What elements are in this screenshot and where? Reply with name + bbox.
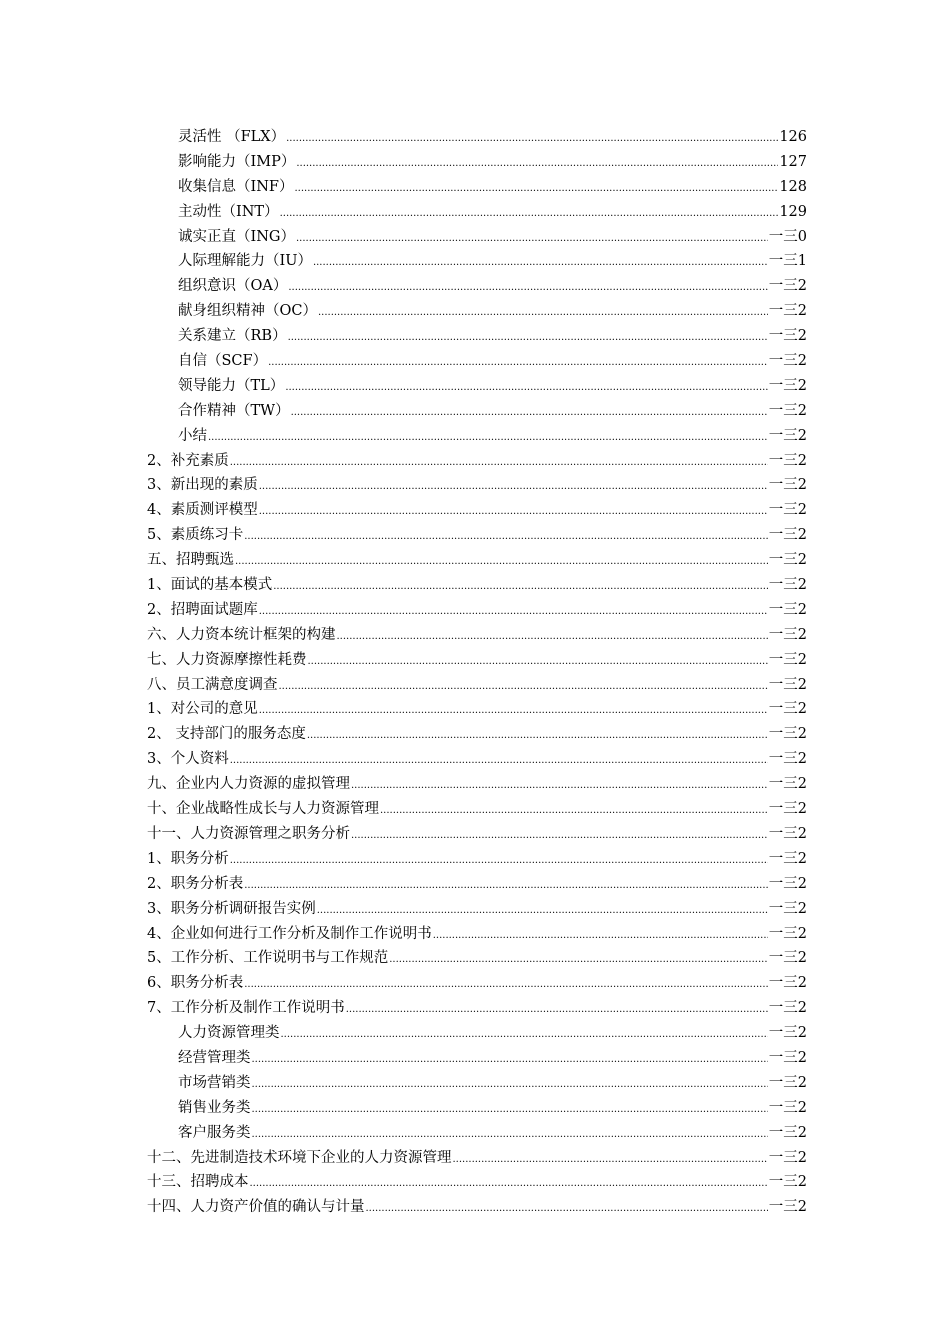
dot-leader: [252, 1050, 768, 1066]
dot-leader: [259, 502, 768, 518]
toc-entry-page-number: 一三2: [768, 900, 807, 917]
toc-entry-page-number: 一三2: [768, 701, 807, 718]
toc-entry-title: 灵活性 （FLX）: [178, 129, 286, 145]
toc-entry-page-number: 一三2: [768, 353, 807, 370]
dot-leader: [281, 1025, 768, 1041]
toc-entry-title: 七、人力资源摩擦性耗费: [147, 651, 307, 668]
toc-entry[interactable]: [147, 648, 807, 673]
toc-entry-page-number: 一三2: [768, 1049, 807, 1066]
toc-entry[interactable]: [147, 1146, 807, 1171]
dot-leader: [285, 378, 767, 394]
toc-entry-title: 市场营销类: [178, 1074, 251, 1091]
dot-leader: [244, 876, 768, 892]
toc-entry[interactable]: [147, 897, 807, 922]
toc-entry[interactable]: [147, 374, 807, 399]
toc-entry[interactable]: [147, 473, 807, 498]
dot-leader: [252, 1100, 768, 1116]
toc-entry-title: 十一、人力资源管理之职务分析: [147, 825, 350, 842]
dot-leader: [279, 677, 768, 693]
toc-entry[interactable]: [147, 225, 807, 250]
toc-entry-page-number: 一三2: [768, 850, 807, 867]
toc-entry[interactable]: [147, 424, 807, 449]
toc-entry[interactable]: [147, 324, 807, 349]
toc-entry-page-number: 一三2: [768, 577, 807, 594]
toc-entry-title: 影响能力（IMP）: [178, 153, 296, 170]
dot-leader: [235, 552, 768, 568]
toc-entry-page-number: 一三2: [768, 676, 807, 693]
toc-entry[interactable]: [147, 1021, 807, 1046]
dot-leader: [317, 901, 768, 917]
dot-leader: [366, 1199, 768, 1215]
table-of-contents: [147, 125, 807, 1220]
toc-entry-page-number: 一三2: [768, 925, 807, 942]
toc-entry-title: 领导能力（TL）: [178, 377, 285, 394]
toc-entry[interactable]: [147, 946, 807, 971]
dot-leader: [380, 801, 768, 817]
toc-entry-title: 2、职务分析表: [147, 875, 244, 892]
toc-entry-page-number: 一三2: [768, 303, 807, 320]
toc-entry-title: 关系建立（RB）: [178, 328, 287, 345]
toc-entry[interactable]: [147, 1121, 807, 1146]
toc-entry-title: 2、补充素质: [147, 452, 229, 469]
toc-entry-title: 5、素质练习卡: [147, 527, 244, 544]
dot-leader: [252, 1075, 768, 1091]
toc-entry-title: 人力资源管理类: [178, 1025, 280, 1042]
toc-entry-title: 1、面试的基本模式: [147, 577, 273, 594]
dot-leader: [259, 602, 768, 618]
toc-entry-page-number: 一三2: [768, 776, 807, 793]
toc-entry-title: 五、招聘甄选: [147, 552, 234, 569]
toc-entry-title: 4、企业如何进行工作分析及制作工作说明书: [147, 925, 432, 942]
toc-entry-page-number: 一三2: [768, 402, 807, 419]
dot-leader: [288, 328, 768, 344]
dot-leader: [389, 950, 768, 966]
toc-entry[interactable]: [147, 872, 807, 897]
toc-entry[interactable]: [147, 996, 807, 1021]
toc-entry-page-number: 128: [779, 178, 807, 195]
toc-entry-title: 3、职务分析调研报告实例: [147, 900, 316, 917]
toc-entry-page-number: 一三2: [768, 1000, 807, 1017]
toc-entry-page-number: 一三0: [768, 228, 807, 245]
dot-leader: [296, 154, 778, 170]
toc-entry-title: 7、工作分析及制作工作说明书: [147, 1000, 345, 1017]
toc-entry-title: 九、企业内人力资源的虚拟管理: [147, 776, 350, 793]
toc-entry-page-number: 一三2: [768, 527, 807, 544]
toc-entry[interactable]: [147, 847, 807, 872]
toc-entry-page-number: 一三2: [768, 626, 807, 643]
toc-entry-title: 自信（SCF）: [178, 353, 268, 370]
toc-entry[interactable]: [147, 299, 807, 324]
toc-entry[interactable]: [147, 249, 807, 274]
dot-leader: [307, 726, 768, 742]
toc-entry[interactable]: [147, 523, 807, 548]
toc-entry[interactable]: [147, 772, 807, 797]
toc-entry-title: 献身组织精神（OC）: [178, 303, 317, 320]
toc-entry-page-number: 126: [779, 129, 807, 145]
toc-entry-title: 客户服务类: [178, 1124, 251, 1141]
dot-leader: [259, 477, 768, 493]
dot-leader: [286, 129, 778, 145]
dot-leader: [308, 652, 768, 668]
dot-leader: [351, 776, 768, 792]
toc-entry-page-number: 一三2: [768, 452, 807, 469]
toc-entry-page-number: 一三2: [768, 1199, 807, 1216]
dot-leader: [244, 527, 768, 543]
toc-entry-title: 5、工作分析、工作说明书与工作规范: [147, 950, 389, 967]
toc-entry-page-number: 一三2: [768, 427, 807, 444]
toc-entry-title: 2、 支持部门的服务态度: [147, 726, 306, 743]
toc-entry[interactable]: [147, 274, 807, 299]
toc-entry[interactable]: [147, 498, 807, 523]
dot-leader: [346, 1000, 768, 1016]
toc-entry-page-number: 一三2: [768, 1025, 807, 1042]
toc-entry-title: 1、对公司的意见: [147, 701, 258, 718]
toc-entry-page-number: 一三2: [768, 1099, 807, 1116]
toc-entry[interactable]: [147, 1170, 807, 1195]
dot-leader: [208, 428, 768, 444]
toc-entry-title: 组织意识（OA）: [178, 278, 288, 295]
toc-entry-page-number: 一三2: [768, 875, 807, 892]
toc-entry-page-number: 一三2: [768, 801, 807, 818]
toc-entry-page-number: 一三2: [768, 377, 807, 394]
toc-entry-page-number: 一三1: [768, 253, 807, 270]
toc-entry[interactable]: [147, 623, 807, 648]
toc-entry-title: 八、员工满意度调查: [147, 676, 278, 693]
toc-entry[interactable]: [147, 1071, 807, 1096]
toc-entry[interactable]: [147, 673, 807, 698]
toc-entry[interactable]: [147, 822, 807, 847]
toc-entry[interactable]: [147, 971, 807, 996]
toc-entry-title: 十、企业战略性成长与人力资源管理: [147, 801, 379, 818]
toc-entry-page-number: 一三2: [768, 502, 807, 519]
toc-entry-title: 6、职务分析表: [147, 975, 244, 992]
toc-entry-title: 十二、先进制造技术环境下企业的人力资源管理: [147, 1149, 452, 1166]
toc-entry-page-number: 129: [779, 203, 807, 220]
toc-entry-page-number: 一三2: [768, 278, 807, 295]
toc-entry-page-number: 一三2: [768, 1074, 807, 1091]
toc-entry[interactable]: [147, 150, 807, 175]
toc-entry[interactable]: [147, 598, 807, 623]
dot-leader: [351, 826, 768, 842]
toc-entry[interactable]: [147, 175, 807, 200]
dot-leader: [250, 1174, 768, 1190]
dot-leader: [433, 926, 768, 942]
toc-entry-page-number: 一三2: [768, 477, 807, 494]
toc-entry-page-number: 一三2: [768, 825, 807, 842]
toc-entry-title: 合作精神（TW）: [178, 402, 290, 419]
toc-entry-title: 2、招聘面试题库: [147, 601, 258, 618]
toc-entry-title: 销售业务类: [178, 1099, 251, 1116]
dot-leader: [291, 403, 768, 419]
toc-entry-page-number: 一三2: [768, 1174, 807, 1191]
toc-entry[interactable]: [147, 573, 807, 598]
toc-entry-title: 主动性（INT）: [178, 203, 279, 220]
toc-entry-page-number: 一三2: [768, 975, 807, 992]
toc-entry-title: 六、人力资本统计框架的构建: [147, 626, 336, 643]
toc-entry[interactable]: [147, 399, 807, 424]
toc-entry[interactable]: [147, 200, 807, 225]
toc-entry-title: 1、职务分析: [147, 850, 229, 867]
toc-entry[interactable]: [147, 797, 807, 822]
toc-entry[interactable]: [147, 449, 807, 474]
dot-leader: [230, 751, 768, 767]
toc-entry[interactable]: [147, 1046, 807, 1071]
dot-leader: [288, 278, 767, 294]
toc-entry-page-number: 一三2: [768, 601, 807, 618]
toc-entry[interactable]: [147, 722, 807, 747]
dot-leader: [318, 303, 768, 319]
toc-entry-title: 经营管理类: [178, 1049, 251, 1066]
dot-leader: [230, 851, 768, 867]
toc-entry[interactable]: [147, 125, 807, 150]
dot-leader: [453, 1150, 768, 1166]
toc-entry-title: 人际理解能力（IU）: [178, 253, 312, 270]
toc-entry-page-number: 一三2: [768, 552, 807, 569]
dot-leader: [280, 204, 779, 220]
dot-leader: [259, 701, 768, 717]
toc-entry[interactable]: [147, 697, 807, 722]
dot-leader: [273, 577, 768, 593]
toc-entry[interactable]: [147, 1096, 807, 1121]
dot-leader: [296, 229, 768, 245]
toc-entry-page-number: 一三2: [768, 751, 807, 768]
dot-leader: [313, 253, 768, 269]
toc-entry[interactable]: [147, 349, 807, 374]
toc-entry-page-number: 一三2: [768, 950, 807, 967]
toc-entry-title: 十四、人力资产价值的确认与计量: [147, 1199, 365, 1216]
toc-entry-page-number: 一三2: [768, 1124, 807, 1141]
dot-leader: [268, 353, 768, 369]
dot-leader: [244, 975, 768, 991]
toc-entry-page-number: 一三2: [768, 1149, 807, 1166]
toc-entry-title: 3、个人资料: [147, 751, 229, 768]
toc-entry[interactable]: [147, 747, 807, 772]
toc-entry-title: 3、新出现的素质: [147, 477, 258, 494]
toc-entry-page-number: 一三2: [768, 726, 807, 743]
dot-leader: [294, 179, 778, 195]
toc-entry-title: 收集信息（INF）: [178, 178, 294, 195]
toc-entry-page-number: 127: [779, 153, 807, 170]
toc-entry-title: 小结: [178, 427, 207, 444]
toc-entry[interactable]: [147, 548, 807, 573]
dot-leader: [337, 627, 768, 643]
toc-entry-title: 十三、招聘成本: [147, 1174, 249, 1191]
toc-entry-title: 4、素质测评模型: [147, 502, 258, 519]
dot-leader: [230, 453, 768, 469]
dot-leader: [252, 1125, 768, 1141]
toc-entry-page-number: 一三2: [768, 328, 807, 345]
toc-entry-page-number: 一三2: [768, 651, 807, 668]
toc-entry[interactable]: [147, 1195, 807, 1220]
toc-entry[interactable]: [147, 922, 807, 947]
toc-entry-title: 诚实正直（ING）: [178, 228, 295, 245]
